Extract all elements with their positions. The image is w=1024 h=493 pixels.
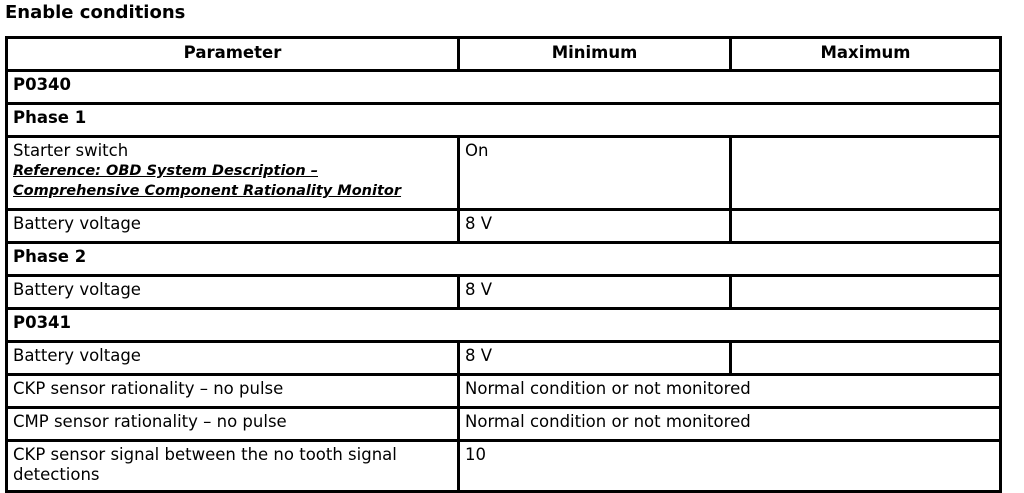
group-label: P0341	[7, 309, 1001, 342]
parameter-cell: CKP sensor signal between the no tooth signal detections	[7, 441, 459, 492]
table-row-battery-phase1	[7, 210, 1001, 243]
page-title: Enable conditions	[5, 2, 186, 23]
value-cell: Normal condition or not monitored	[459, 408, 1001, 441]
value-cell: 10	[459, 441, 1001, 492]
parameter-cell: CMP sensor rationality – no pulse	[7, 408, 459, 441]
table-row-ckp-no-pulse	[7, 375, 1001, 408]
table-row-cmp-no-pulse	[7, 408, 1001, 441]
table-row-battery-p0341	[7, 342, 1001, 375]
enable-conditions-table	[5, 36, 1002, 493]
group-row-p0340	[7, 71, 1001, 104]
maximum-cell	[731, 342, 1001, 375]
table-row-ckp-tooth	[7, 441, 1001, 492]
parameter-cell	[7, 137, 459, 210]
reference-link-line1: Reference: OBD System Description –	[13, 163, 318, 179]
value-cell: Normal condition or not monitored	[459, 375, 1001, 408]
table-row-starter-switch	[7, 137, 1001, 210]
reference-link-line2: Comprehensive Component Rationality Monitor	[13, 183, 402, 199]
header-parameter: Parameter	[7, 38, 459, 71]
group-row-p0341	[7, 309, 1001, 342]
maximum-cell	[731, 137, 1001, 210]
minimum-cell: On	[459, 137, 731, 210]
parameter-cell: Battery voltage	[7, 276, 459, 309]
parameter-cell: Battery voltage	[7, 210, 459, 243]
group-row-phase2	[7, 243, 1001, 276]
parameter-text: Starter switch	[13, 141, 129, 160]
header-minimum: Minimum	[459, 38, 731, 71]
header-maximum: Maximum	[731, 38, 1001, 71]
group-label: P0340	[7, 71, 1001, 104]
parameter-cell: Battery voltage	[7, 342, 459, 375]
maximum-cell	[731, 210, 1001, 243]
reference-link[interactable]	[13, 161, 452, 201]
minimum-cell: 8 V	[459, 276, 731, 309]
group-label: Phase 2	[7, 243, 1001, 276]
group-label: Phase 1	[7, 104, 1001, 137]
minimum-cell: 8 V	[459, 342, 731, 375]
group-row-phase1	[7, 104, 1001, 137]
parameter-cell: CKP sensor rationality – no pulse	[7, 375, 459, 408]
maximum-cell	[731, 276, 1001, 309]
table-row-battery-phase2	[7, 276, 1001, 309]
minimum-cell: 8 V	[459, 210, 731, 243]
table-header-row	[7, 38, 1001, 71]
